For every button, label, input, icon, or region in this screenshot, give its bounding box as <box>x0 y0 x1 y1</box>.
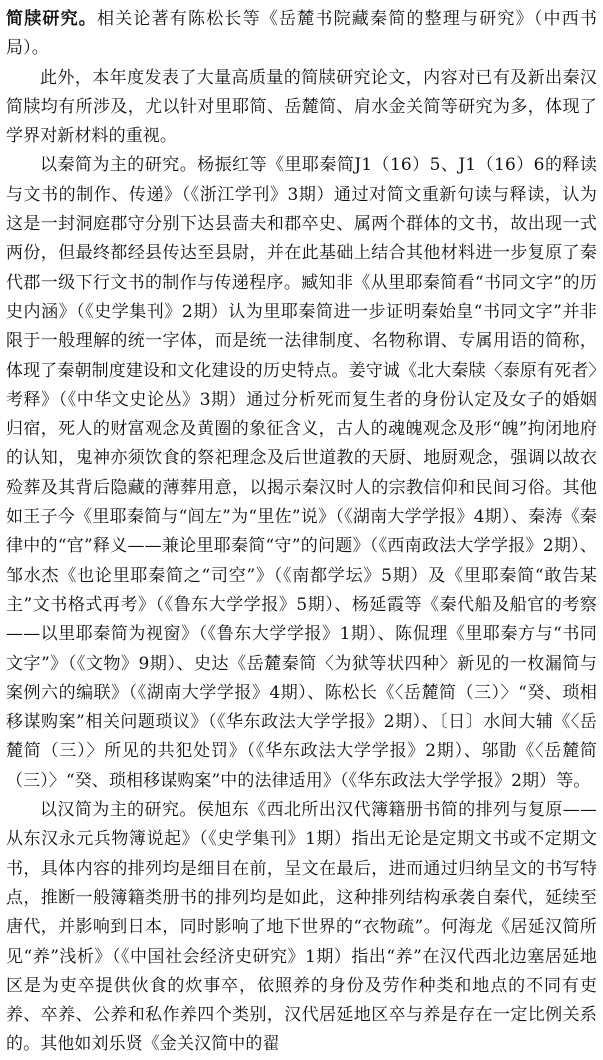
paragraph-2 <box>6 64 597 152</box>
paragraph-text: 相关论著有陈松长等《岳麓书院藏秦简的整理与研究》（中西书局）。 <box>6 9 597 59</box>
paragraph-text: 以秦简为主的研究。杨振红等《里耶秦简J1（16）5、J1（16）6的释读与文书的制作、传递》（《浙江学刊》3期）通过对简文重新句读与释读，认为这是一封洞庭郡守分别下达县啬夫和郡卒史、属两个群体的文书，故出现一式两份，但最终都经县传达至县尉，并在此基础上结合其他材料进一步复原了秦代郡一级下行文书的制作与传递程序。臧知非《从里耶秦简看“书同文字”的历史内涵》（《史学集刊》2期）认为里耶秦简进一步证明秦始皇“书同文字”并非限于一般理解的统一字体，而是统一法律制度、名物称谓、专属用语的简称，体现了秦朝制度建设和文化建设的历史特点。姜守诚《北大秦牍〈泰原有死者〉考释》（《中华文史论丛》3期）通过分析死而复生者的身份认定及女子的婚姻归宿，死人的财富观念及黄圈的象征含义，古人的魂魄观念及形“魄”拘闭地府的认知，鬼神亦须饮食的祭祀理念及后世道教的天厨、地厨观念，强调以故衣殓葬及其背后隐藏的薄葬用意，以揭示秦汉时人的宗教信仰和民间习俗。其他如王子今《里耶秦简与“闾左”为“里佐”说》（《湖南大学学报》4期）、秦涛《秦律中的“官”释义——兼论里耶秦简“守”的问题》（《西南政法大学学报》2期）、邹水杰《也论里耶秦简之“司空”》（《南都学坛》5期）及《里耶秦简“敢告某主”文书格式再考》（《鲁东大学学报》5期）、杨延霞等《秦代船及船官的考察——以里耶秦简为视窗》（《鲁东大学学报》1期）、陈侃理《里耶秦方与“书同文字”》（《文物》9期）、史达《岳麓秦简〈为狱等状四种〉新见的一枚漏简与案例六的编联》（《湖南大学学报》4期）、陈松长《〈岳麓简（三）〉“癸、琐相移谋购案”相关问题琐议》（《华东政法大学学报》2期）、〔日〕水间大辅《〈岳麓简（三）〉所见的共犯处罚》（《华东政法大学学报》2期）、邬勖《〈岳麓简（三）〉“癸、琐相移谋购案”中的法律适用》（《华东政法大学学报》2期）等。 <box>6 155 597 791</box>
paragraph-text: 以汉简为主的研究。侯旭东《西北所出汉代簿籍册书简的排列与复原——从东汉永元兵物簿说起》（《史学集刊》1期）指出无论是定期文书或不定期文书，具体内容的排列均是细目在前，呈文在最后，进而通过归纳呈文的书写特点，推断一般簿籍类册书的排列均是如此，这种排列结构承袭自秦代，延续至唐代，并影响到日本，同时影响了地下世界的“衣物疏”。何海龙《居延汉简所见“养”浅析》（《中国社会经济史研究》1期）指出“养”在汉代西北边塞居延地区是为吏卒提供伙食的炊事卒，依照养的身份及劳作种类和地点的不同有吏养、卒养、公养和私作养四个类别，汉代居延地区卒与养是存在一定比例关系的。其他如刘乐贤《金关汉简中的翟 <box>6 800 597 1055</box>
document-page <box>6 5 597 1060</box>
paragraph-3 <box>6 151 597 796</box>
paragraph-4 <box>6 796 597 1060</box>
paragraph-1 <box>6 5 597 64</box>
paragraph-text: 此外，本年度发表了大量高质量的简牍研究论文，内容对已有及新出秦汉简牍均有所涉及，尤以针对里耶简、岳麓简、肩水金关简等研究为多，体现了学界对新材料的重视。 <box>6 67 597 147</box>
section-lead: 简牍研究。 <box>6 9 97 29</box>
